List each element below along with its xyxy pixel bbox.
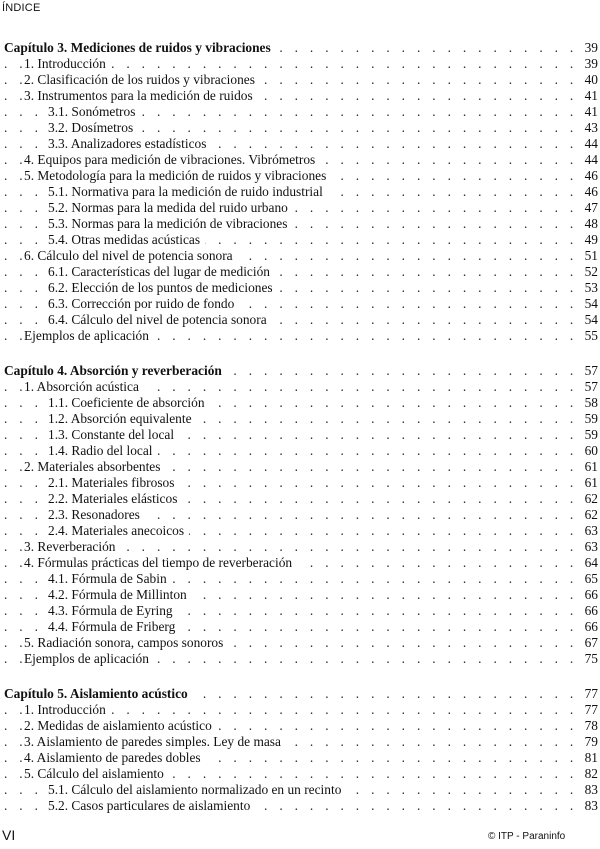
toc-entry — [4, 168, 598, 184]
toc-entry-title: 1. Introducción — [24, 56, 111, 71]
toc-entry-title: 6.4. Cálculo del nivel de potencia sonora — [48, 312, 272, 327]
toc-entry — [4, 475, 598, 491]
toc-entry — [4, 523, 598, 539]
toc-entry — [4, 619, 598, 635]
toc-entry-page: 75 — [582, 651, 598, 667]
toc-entry-page: 77 — [582, 702, 598, 718]
page-number: VI — [2, 827, 16, 843]
toc-entry — [4, 216, 598, 232]
toc-entry — [4, 395, 598, 411]
toc-entry — [4, 72, 598, 88]
toc-entry-title: 5. Radiación sonora, campos sonoros — [24, 635, 228, 650]
toc-entry-page: 62 — [582, 491, 598, 507]
toc-entry-title: 3.3. Analizadores estadísticos — [48, 136, 211, 151]
toc-entry — [4, 587, 598, 603]
toc-entry-page: 82 — [582, 766, 598, 782]
toc-entry-title: Capítulo 4. Absorción y reverberación — [4, 363, 227, 378]
toc-entry-page: 77 — [582, 686, 598, 702]
toc-entry — [4, 798, 598, 814]
toc-entry-title: Ejemplos de aplicación — [24, 651, 154, 666]
toc-entry-title: 3.2. Dosímetros — [48, 120, 138, 135]
toc-entry-title: 6.1. Características del lugar de medición — [48, 264, 275, 279]
toc-entry-title: 4.2. Fórmula de Millinton — [48, 587, 192, 602]
toc-entry-page: 48 — [582, 216, 598, 232]
toc-entry — [4, 200, 598, 216]
toc-entry-title: 5.4. Otras medidas acústicas — [48, 232, 205, 247]
toc-entry-title: 3. Reverberación — [24, 539, 120, 554]
toc-entry-title: 1.2. Absorción equivalente — [48, 411, 197, 426]
toc-entry — [4, 603, 598, 619]
toc-entry-page: 44 — [582, 152, 598, 168]
toc-entry-page: 39 — [582, 56, 598, 72]
toc-entry-page: 54 — [582, 296, 598, 312]
toc-entry-page: 46 — [582, 184, 598, 200]
toc-chapter-entry — [4, 40, 598, 56]
toc-entry-page: 49 — [582, 232, 598, 248]
toc-entry-title: 5.2. Normas para la medida del ruido urbano — [48, 200, 293, 215]
toc-entry-page: 64 — [582, 555, 598, 571]
toc-entry-page: 66 — [582, 587, 598, 603]
toc-entry-page: 47 — [582, 200, 598, 216]
toc-entry-title: 4.4. Fórmula de Friberg — [48, 619, 180, 634]
toc-entry — [4, 507, 598, 523]
toc-entry-title: 4. Aislamiento de paredes dobles — [24, 750, 206, 765]
toc-entry-title: 1.1. Coeficiente de absorción — [48, 395, 210, 410]
toc-entry-page: 60 — [582, 443, 598, 459]
toc-entry — [4, 782, 598, 798]
toc-entry-page: 81 — [582, 750, 598, 766]
toc-entry-title: 6.3. Corrección por ruido de fondo — [48, 296, 239, 311]
toc-entry — [4, 734, 598, 750]
toc-entry — [4, 184, 598, 200]
toc-entry-page: 61 — [582, 475, 598, 491]
toc-entry-page: 83 — [582, 782, 598, 798]
toc-entry-page: 83 — [582, 798, 598, 814]
toc-entry-title: 2.2. Materiales elásticos — [48, 491, 182, 506]
toc-entry-page: 40 — [582, 72, 598, 88]
toc-entry — [4, 296, 598, 312]
toc-entry — [4, 136, 598, 152]
toc-entry-title: 3. Aislamiento de paredes simples. Ley de masa — [24, 734, 286, 749]
toc-entry — [4, 120, 598, 136]
toc-entry-title: 6.2. Elección de los puntos de mediciones — [48, 280, 278, 295]
toc-entry — [4, 232, 598, 248]
toc-entry — [4, 328, 598, 344]
toc-entry-title: 4. Equipos para medición de vibraciones. Vibrómetros — [24, 152, 320, 167]
toc-entry-page: 57 — [582, 379, 598, 395]
toc-entry — [4, 635, 598, 651]
toc-entry — [4, 248, 598, 264]
toc-entry-page: 65 — [582, 571, 598, 587]
toc-entry-page: 54 — [582, 312, 598, 328]
publisher-credit: © ITP - Paraninfo — [488, 831, 566, 842]
toc-entry-page: 53 — [582, 280, 598, 296]
toc-entry — [4, 411, 598, 427]
toc-entry-page: 39 — [582, 40, 598, 56]
toc-entry — [4, 427, 598, 443]
toc-entry-page: 41 — [582, 88, 598, 104]
toc-entry-title: 3.1. Sonómetros — [48, 104, 140, 119]
toc-entry-page: 79 — [582, 734, 598, 750]
toc-entry — [4, 152, 598, 168]
toc-entry-page: 46 — [582, 168, 598, 184]
toc-entry-title: 5.1. Cálculo del aislamiento normalizado en un recinto — [48, 782, 346, 797]
toc-entry — [4, 88, 598, 104]
toc-entry-title: 2. Materiales absorbentes — [24, 459, 165, 474]
toc-entry-page: 63 — [582, 539, 598, 555]
toc-entry — [4, 766, 598, 782]
toc-entry — [4, 571, 598, 587]
toc-entry-title: 1. Introducción — [24, 702, 111, 717]
running-header: ÍNDICE — [2, 2, 41, 14]
toc-entry — [4, 539, 598, 555]
toc-entry — [4, 280, 598, 296]
toc-entry — [4, 56, 598, 72]
table-of-contents — [4, 40, 598, 814]
toc-entry-title: Capítulo 3. Mediciones de ruidos y vibraciones — [4, 40, 276, 55]
toc-entry-title: 5.3. Normas para la medición de vibraciones — [48, 216, 292, 231]
toc-entry-page: 43 — [582, 120, 598, 136]
toc-entry-page: 57 — [582, 363, 598, 379]
toc-chapter-entry — [4, 363, 598, 379]
toc-entry-title: 5.1. Normativa para la medición de ruido industrial — [48, 184, 328, 199]
toc-entry-page: 52 — [582, 264, 598, 280]
toc-entry-title: 4.3. Fórmula de Eyring — [48, 603, 178, 618]
toc-entry-page: 59 — [582, 427, 598, 443]
toc-entry-title: 4.1. Fórmula de Sabin — [48, 571, 172, 586]
toc-entry-title: 6. Cálculo del nivel de potencia sonora — [24, 248, 238, 263]
toc-entry-page: 66 — [582, 603, 598, 619]
toc-entry-title: 5. Metodología para la medición de ruidos y vibraciones — [24, 168, 331, 183]
toc-entry — [4, 379, 598, 395]
toc-entry — [4, 459, 598, 475]
toc-entry-page: 62 — [582, 507, 598, 523]
toc-entry — [4, 750, 598, 766]
toc-entry-page: 59 — [582, 411, 598, 427]
toc-entry-title: 5. Cálculo del aislamiento — [24, 766, 169, 781]
toc-entry — [4, 718, 598, 734]
toc-entry-title: 2.4. Materiales anecoicos — [48, 523, 189, 538]
toc-entry-page: 67 — [582, 635, 598, 651]
toc-entry-page: 41 — [582, 104, 598, 120]
toc-entry — [4, 491, 598, 507]
toc-entry-page: 61 — [582, 459, 598, 475]
toc-entry — [4, 443, 598, 459]
toc-entry-title: 4. Fórmulas prácticas del tiempo de reverberación — [24, 555, 297, 570]
toc-entry-title: 2.3. Resonadores — [48, 507, 145, 522]
toc-entry — [4, 702, 598, 718]
toc-entry-title: Ejemplos de aplicación — [24, 328, 154, 343]
toc-entry-title: Capítulo 5. Aislamiento acústico — [4, 686, 193, 701]
toc-entry-title: 1.3. Constante del local — [48, 427, 179, 442]
toc-entry — [4, 555, 598, 571]
toc-entry — [4, 104, 598, 120]
toc-entry-page: 44 — [582, 136, 598, 152]
toc-entry — [4, 651, 598, 667]
toc-entry-title: 2. Medidas de aislamiento acústico — [24, 718, 217, 733]
toc-entry — [4, 312, 598, 328]
toc-entry-page: 51 — [582, 248, 598, 264]
toc-entry-page: 58 — [582, 395, 598, 411]
toc-entry-page: 66 — [582, 619, 598, 635]
toc-entry-page: 78 — [582, 718, 598, 734]
toc-entry-page: 55 — [582, 328, 598, 344]
toc-entry-title: 1.4. Radio del local — [48, 443, 158, 458]
toc-entry-title: 1. Absorción acústica — [24, 379, 144, 394]
toc-entry-title: 2. Clasificación de los ruidos y vibraciones — [24, 72, 260, 87]
toc-entry — [4, 264, 598, 280]
toc-entry-title: 3. Instrumentos para la medición de ruidos — [24, 88, 258, 103]
toc-entry-title: 5.2. Casos particulares de aislamiento — [48, 798, 255, 813]
toc-entry-title: 2.1. Materiales fibrosos — [48, 475, 179, 490]
toc-entry-page: 63 — [582, 523, 598, 539]
toc-chapter-entry — [4, 686, 598, 702]
